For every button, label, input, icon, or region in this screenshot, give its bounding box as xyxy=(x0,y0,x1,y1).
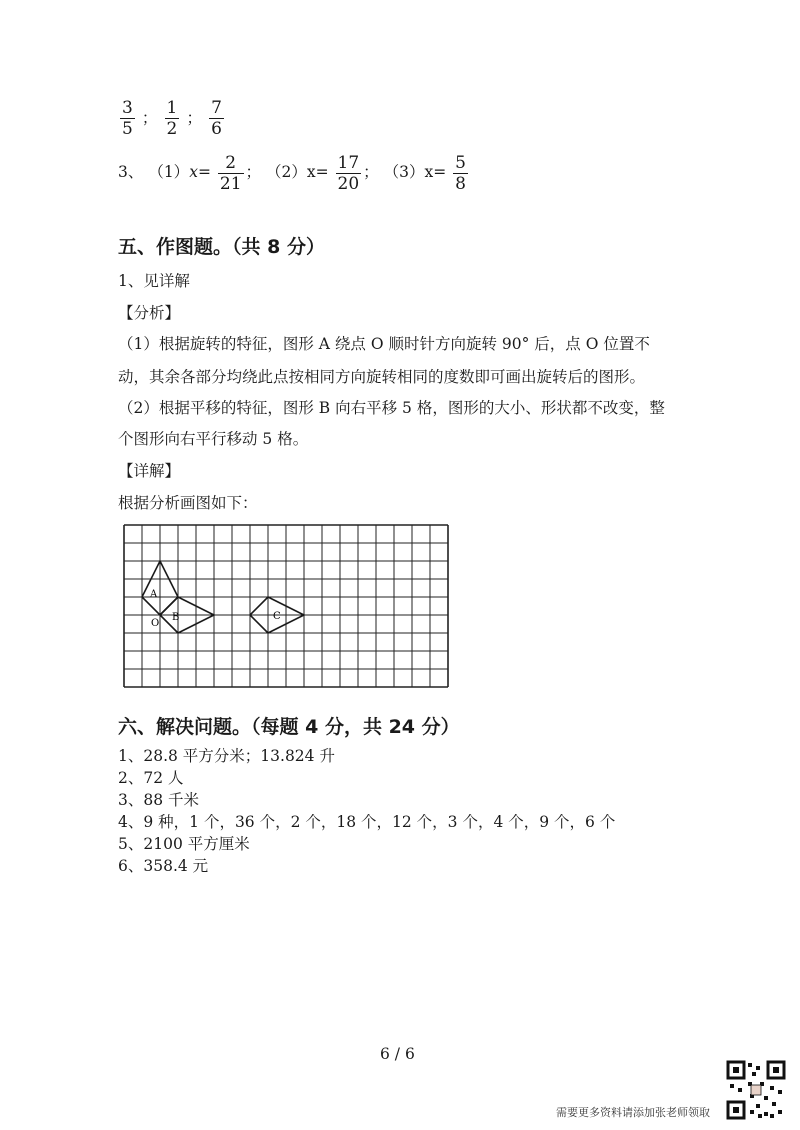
fraction-separator: ； xyxy=(186,109,202,127)
answer-item: 2、72 人 xyxy=(118,769,184,787)
fraction-3: $\frac{7}{6}$ xyxy=(211,98,222,139)
analysis-tag: 【分析】 xyxy=(118,304,181,322)
analysis-para1-line1: （1）根据旋转的特征，图形 A 绕点 O 顺时针方向旋转 90° 后，点 O 位置不 xyxy=(118,335,650,353)
label-o: O xyxy=(151,618,160,629)
fraction-separator: ； xyxy=(141,109,158,127)
label-c: C xyxy=(273,611,281,622)
q3-part1-fraction: $\frac{2}{21}$ xyxy=(219,152,242,194)
section5-title: 五、作图题。（共 8 分） xyxy=(118,236,325,258)
detail-tag: 【详解】 xyxy=(118,462,181,480)
q3-part3-fraction: $\frac{5}{8}$ xyxy=(455,152,466,194)
fraction-2: $\frac{1}{2}$ xyxy=(166,98,178,139)
footer-note: 需要更多资料请添加张老师领取 xyxy=(556,1106,710,1119)
q3-part2-fraction: $\frac{17}{20}$ xyxy=(337,152,360,194)
fraction-1: $\frac{3}{5}$ xyxy=(122,98,133,139)
section6-title: 六、解决问题。（每题 4 分，共 24 分） xyxy=(118,716,460,738)
section5-item1: 1、见详解 xyxy=(118,272,190,290)
answer-item: 4、9 种，1 个，36 个，2 个，18 个，12 个，3 个，4 个，9 个，6 个 xyxy=(118,813,616,831)
answer-item: 1、28.8 平方分米；13.824 升 xyxy=(118,747,335,765)
section6-answers xyxy=(118,745,615,877)
label-b: B xyxy=(172,612,180,623)
answer-item: 3、88 千米 xyxy=(118,791,200,809)
analysis-para2-line2: 个图形向右平行移动 5 格。 xyxy=(118,430,309,448)
answer-item: 6、358.4 元 xyxy=(118,857,209,875)
drawing-intro: 根据分析画图如下： xyxy=(118,494,258,512)
q3-answers: 3、 （1）x= $\frac{2}{21}$ ； （2）x= $\frac{17}{20}$ ； （3）x= $\frac{5}{8}$ xyxy=(118,152,466,194)
qr-code-icon xyxy=(726,1060,786,1120)
label-a: A xyxy=(150,589,158,600)
analysis-para2-line1: （2）根据平移的特征，图形 B 向右平移 5 格，图形的大小、形状都不改变，整 xyxy=(118,399,665,417)
page-number: 6 / 6 xyxy=(380,1045,415,1063)
analysis-para1-line2: 动，其余各部分均绕此点按相同方向旋转相同的度数即可画出旋转后的图形。 xyxy=(118,368,646,386)
fractions-row xyxy=(118,98,226,139)
answer-item: 5、2100 平方厘米 xyxy=(118,835,250,853)
answer-grid-figure xyxy=(122,523,454,691)
